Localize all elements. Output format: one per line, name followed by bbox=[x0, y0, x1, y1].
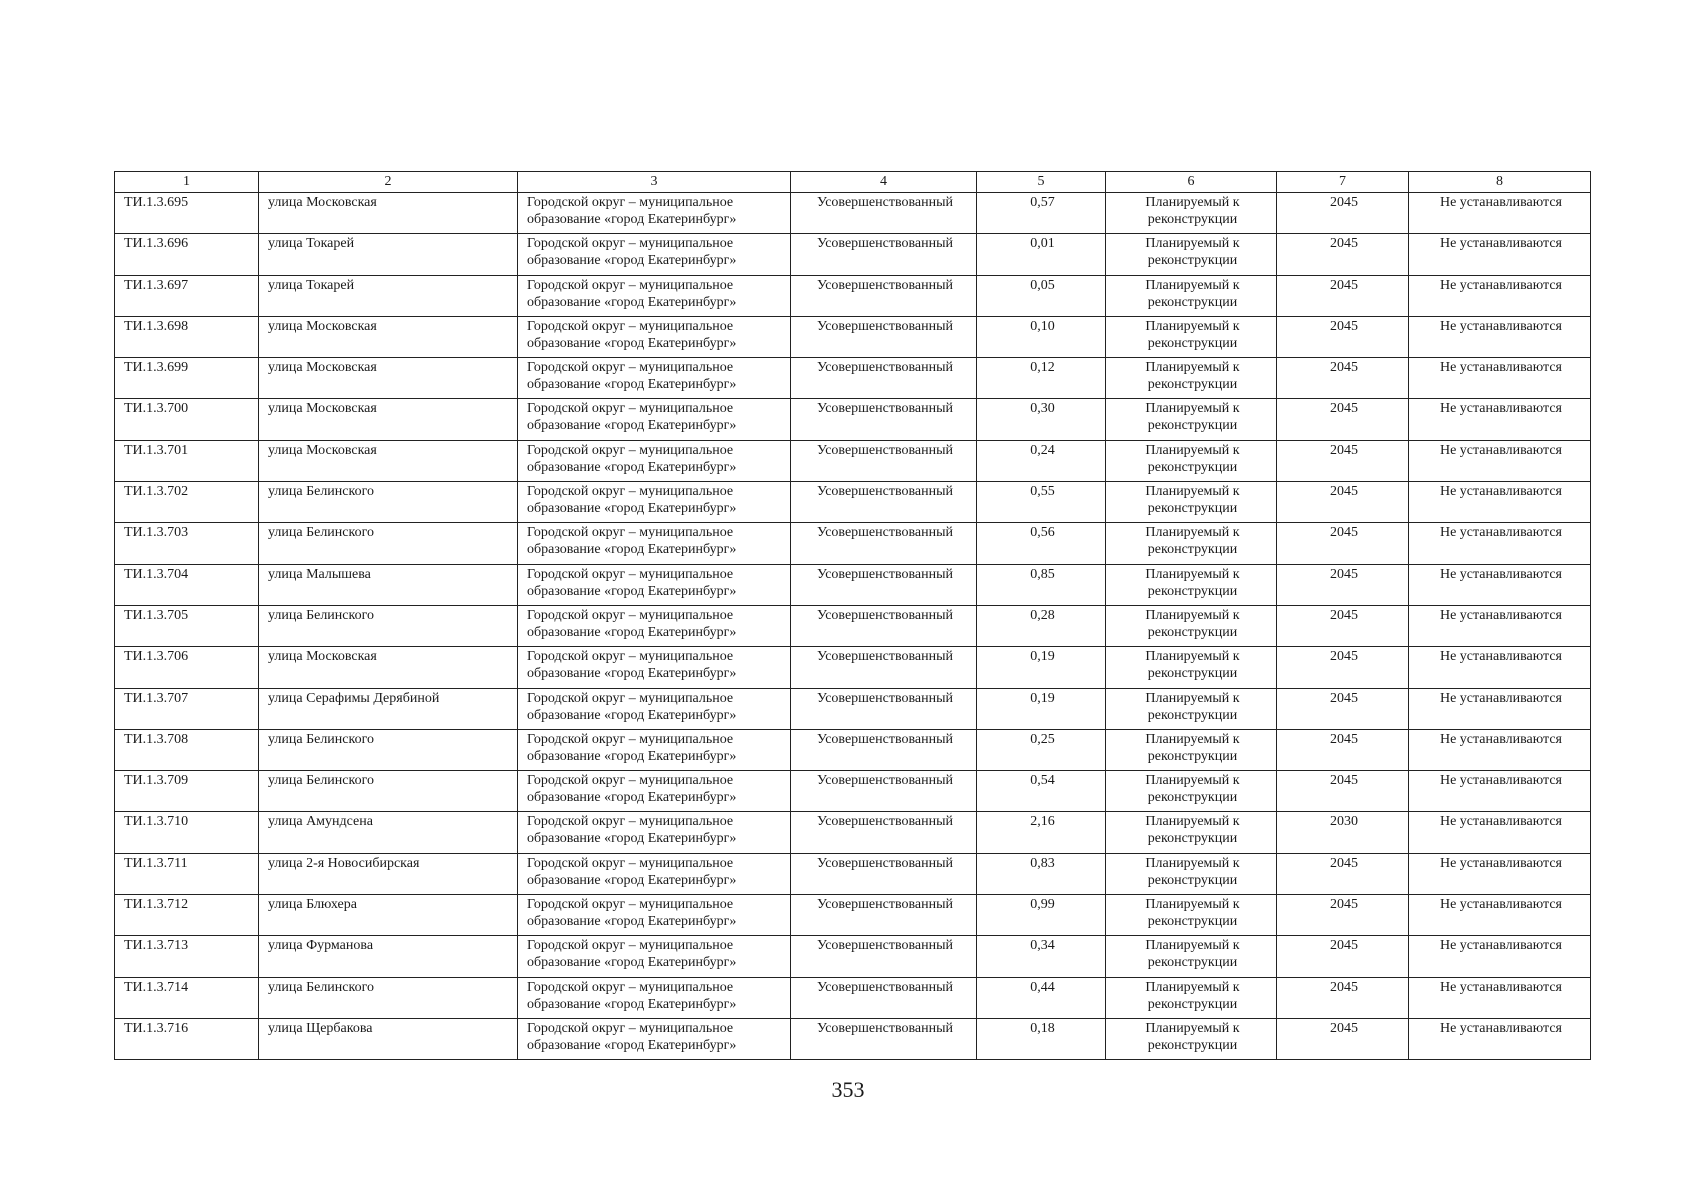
length-cell: 0,19 bbox=[977, 647, 1106, 688]
status-cell: Планируемый к реконструкции bbox=[1106, 977, 1277, 1018]
table-row bbox=[115, 729, 1591, 770]
municipality-cell: Городской округ – муниципальное образование «город Екатеринбург» bbox=[518, 193, 791, 234]
year-cell: 2045 bbox=[1277, 647, 1409, 688]
length-cell: 0,05 bbox=[977, 275, 1106, 316]
table-row bbox=[115, 812, 1591, 853]
object-id-cell: ТИ.1.3.708 bbox=[115, 729, 259, 770]
zone-cell: Не устанавливаются bbox=[1409, 688, 1591, 729]
surface-type-cell: Усовершенствованный bbox=[791, 234, 977, 275]
surface-type-cell: Усовершенствованный bbox=[791, 853, 977, 894]
street-name-cell: улица Московская bbox=[259, 440, 518, 481]
object-id-cell: ТИ.1.3.704 bbox=[115, 564, 259, 605]
year-cell: 2045 bbox=[1277, 1018, 1409, 1059]
object-id-cell: ТИ.1.3.697 bbox=[115, 275, 259, 316]
object-id-cell: ТИ.1.3.710 bbox=[115, 812, 259, 853]
header-row bbox=[115, 172, 1591, 193]
year-cell: 2030 bbox=[1277, 812, 1409, 853]
object-id-cell: ТИ.1.3.713 bbox=[115, 936, 259, 977]
municipality-cell: Городской округ – муниципальное образование «город Екатеринбург» bbox=[518, 234, 791, 275]
status-cell: Планируемый к реконструкции bbox=[1106, 729, 1277, 770]
street-name-cell: улица Московская bbox=[259, 647, 518, 688]
length-cell: 0,25 bbox=[977, 729, 1106, 770]
table-row bbox=[115, 853, 1591, 894]
status-cell: Планируемый к реконструкции bbox=[1106, 358, 1277, 399]
object-id-cell: ТИ.1.3.703 bbox=[115, 523, 259, 564]
table-row bbox=[115, 234, 1591, 275]
municipality-cell: Городской округ – муниципальное образование «город Екатеринбург» bbox=[518, 853, 791, 894]
table-row bbox=[115, 564, 1591, 605]
surface-type-cell: Усовершенствованный bbox=[791, 729, 977, 770]
year-cell: 2045 bbox=[1277, 729, 1409, 770]
municipality-cell: Городской округ – муниципальное образование «город Екатеринбург» bbox=[518, 688, 791, 729]
year-cell: 2045 bbox=[1277, 688, 1409, 729]
street-name-cell: улица Блюхера bbox=[259, 895, 518, 936]
year-cell: 2045 bbox=[1277, 358, 1409, 399]
zone-cell: Не устанавливаются bbox=[1409, 977, 1591, 1018]
street-name-cell: улица Серафимы Дерябиной bbox=[259, 688, 518, 729]
status-cell: Планируемый к реконструкции bbox=[1106, 771, 1277, 812]
column-header-8: 8 bbox=[1409, 172, 1591, 193]
table-row bbox=[115, 482, 1591, 523]
street-name-cell: улица Московская bbox=[259, 193, 518, 234]
zone-cell: Не устанавливаются bbox=[1409, 647, 1591, 688]
status-cell: Планируемый к реконструкции bbox=[1106, 523, 1277, 564]
year-cell: 2045 bbox=[1277, 605, 1409, 646]
table-row bbox=[115, 977, 1591, 1018]
zone-cell: Не устанавливаются bbox=[1409, 440, 1591, 481]
surface-type-cell: Усовершенствованный bbox=[791, 564, 977, 605]
surface-type-cell: Усовершенствованный bbox=[791, 482, 977, 523]
surface-type-cell: Усовершенствованный bbox=[791, 193, 977, 234]
object-id-cell: ТИ.1.3.696 bbox=[115, 234, 259, 275]
street-name-cell: улица Белинского bbox=[259, 523, 518, 564]
surface-type-cell: Усовершенствованный bbox=[791, 936, 977, 977]
status-cell: Планируемый к реконструкции bbox=[1106, 688, 1277, 729]
surface-type-cell: Усовершенствованный bbox=[791, 523, 977, 564]
year-cell: 2045 bbox=[1277, 853, 1409, 894]
year-cell: 2045 bbox=[1277, 316, 1409, 357]
table-row bbox=[115, 688, 1591, 729]
municipality-cell: Городской округ – муниципальное образование «город Екатеринбург» bbox=[518, 647, 791, 688]
length-cell: 0,54 bbox=[977, 771, 1106, 812]
status-cell: Планируемый к реконструкции bbox=[1106, 275, 1277, 316]
municipality-cell: Городской округ – муниципальное образование «город Екатеринбург» bbox=[518, 977, 791, 1018]
column-header-4: 4 bbox=[791, 172, 977, 193]
status-cell: Планируемый к реконструкции bbox=[1106, 605, 1277, 646]
street-name-cell: улица 2-я Новосибирская bbox=[259, 853, 518, 894]
street-name-cell: улица Московская bbox=[259, 358, 518, 399]
surface-type-cell: Усовершенствованный bbox=[791, 605, 977, 646]
surface-type-cell: Усовершенствованный bbox=[791, 812, 977, 853]
zone-cell: Не устанавливаются bbox=[1409, 895, 1591, 936]
infrastructure-table bbox=[114, 171, 1591, 1060]
municipality-cell: Городской округ – муниципальное образование «город Екатеринбург» bbox=[518, 564, 791, 605]
street-name-cell: улица Белинского bbox=[259, 482, 518, 523]
object-id-cell: ТИ.1.3.707 bbox=[115, 688, 259, 729]
table-row bbox=[115, 647, 1591, 688]
length-cell: 2,16 bbox=[977, 812, 1106, 853]
object-id-cell: ТИ.1.3.699 bbox=[115, 358, 259, 399]
street-name-cell: улица Белинского bbox=[259, 977, 518, 1018]
municipality-cell: Городской округ – муниципальное образование «город Екатеринбург» bbox=[518, 895, 791, 936]
street-name-cell: улица Белинского bbox=[259, 771, 518, 812]
municipality-cell: Городской округ – муниципальное образование «город Екатеринбург» bbox=[518, 482, 791, 523]
object-id-cell: ТИ.1.3.709 bbox=[115, 771, 259, 812]
length-cell: 0,12 bbox=[977, 358, 1106, 399]
street-name-cell: улица Фурманова bbox=[259, 936, 518, 977]
object-id-cell: ТИ.1.3.711 bbox=[115, 853, 259, 894]
column-header-1: 1 bbox=[115, 172, 259, 193]
municipality-cell: Городской округ – муниципальное образование «город Екатеринбург» bbox=[518, 358, 791, 399]
surface-type-cell: Усовершенствованный bbox=[791, 647, 977, 688]
surface-type-cell: Усовершенствованный bbox=[791, 1018, 977, 1059]
year-cell: 2045 bbox=[1277, 564, 1409, 605]
table-row bbox=[115, 1018, 1591, 1059]
length-cell: 0,19 bbox=[977, 688, 1106, 729]
surface-type-cell: Усовершенствованный bbox=[791, 358, 977, 399]
zone-cell: Не устанавливаются bbox=[1409, 771, 1591, 812]
year-cell: 2045 bbox=[1277, 399, 1409, 440]
page-number: 353 bbox=[831, 1077, 865, 1102]
zone-cell: Не устанавливаются bbox=[1409, 234, 1591, 275]
table-row bbox=[115, 399, 1591, 440]
status-cell: Планируемый к реконструкции bbox=[1106, 193, 1277, 234]
table-row bbox=[115, 440, 1591, 481]
status-cell: Планируемый к реконструкции bbox=[1106, 647, 1277, 688]
municipality-cell: Городской округ – муниципальное образование «город Екатеринбург» bbox=[518, 399, 791, 440]
length-cell: 0,30 bbox=[977, 399, 1106, 440]
status-cell: Планируемый к реконструкции bbox=[1106, 853, 1277, 894]
zone-cell: Не устанавливаются bbox=[1409, 1018, 1591, 1059]
municipality-cell: Городской округ – муниципальное образование «город Екатеринбург» bbox=[518, 1018, 791, 1059]
year-cell: 2045 bbox=[1277, 234, 1409, 275]
year-cell: 2045 bbox=[1277, 193, 1409, 234]
municipality-cell: Городской округ – муниципальное образование «город Екатеринбург» bbox=[518, 729, 791, 770]
zone-cell: Не устанавливаются bbox=[1409, 729, 1591, 770]
length-cell: 0,34 bbox=[977, 936, 1106, 977]
municipality-cell: Городской округ – муниципальное образование «город Екатеринбург» bbox=[518, 523, 791, 564]
status-cell: Планируемый к реконструкции bbox=[1106, 564, 1277, 605]
table-row bbox=[115, 358, 1591, 399]
object-id-cell: ТИ.1.3.698 bbox=[115, 316, 259, 357]
status-cell: Планируемый к реконструкции bbox=[1106, 316, 1277, 357]
length-cell: 0,01 bbox=[977, 234, 1106, 275]
street-name-cell: улица Белинского bbox=[259, 605, 518, 646]
surface-type-cell: Усовершенствованный bbox=[791, 275, 977, 316]
zone-cell: Не устанавливаются bbox=[1409, 399, 1591, 440]
street-name-cell: улица Щербакова bbox=[259, 1018, 518, 1059]
length-cell: 0,44 bbox=[977, 977, 1106, 1018]
length-cell: 0,56 bbox=[977, 523, 1106, 564]
table-row bbox=[115, 936, 1591, 977]
status-cell: Планируемый к реконструкции bbox=[1106, 399, 1277, 440]
surface-type-cell: Усовершенствованный bbox=[791, 977, 977, 1018]
object-id-cell: ТИ.1.3.695 bbox=[115, 193, 259, 234]
municipality-cell: Городской округ – муниципальное образование «город Екатеринбург» bbox=[518, 936, 791, 977]
column-header-2: 2 bbox=[259, 172, 518, 193]
zone-cell: Не устанавливаются bbox=[1409, 812, 1591, 853]
column-header-3: 3 bbox=[518, 172, 791, 193]
table-body bbox=[115, 193, 1591, 1060]
table-row bbox=[115, 193, 1591, 234]
object-id-cell: ТИ.1.3.700 bbox=[115, 399, 259, 440]
zone-cell: Не устанавливаются bbox=[1409, 193, 1591, 234]
table-row bbox=[115, 771, 1591, 812]
column-header-6: 6 bbox=[1106, 172, 1277, 193]
table-row bbox=[115, 895, 1591, 936]
table-row bbox=[115, 605, 1591, 646]
length-cell: 0,24 bbox=[977, 440, 1106, 481]
municipality-cell: Городской округ – муниципальное образование «город Екатеринбург» bbox=[518, 316, 791, 357]
year-cell: 2045 bbox=[1277, 895, 1409, 936]
object-id-cell: ТИ.1.3.701 bbox=[115, 440, 259, 481]
length-cell: 0,85 bbox=[977, 564, 1106, 605]
length-cell: 0,57 bbox=[977, 193, 1106, 234]
object-id-cell: ТИ.1.3.712 bbox=[115, 895, 259, 936]
zone-cell: Не устанавливаются bbox=[1409, 564, 1591, 605]
street-name-cell: улица Белинского bbox=[259, 729, 518, 770]
status-cell: Планируемый к реконструкции bbox=[1106, 440, 1277, 481]
length-cell: 0,55 bbox=[977, 482, 1106, 523]
table-row bbox=[115, 316, 1591, 357]
municipality-cell: Городской округ – муниципальное образование «город Екатеринбург» bbox=[518, 275, 791, 316]
municipality-cell: Городской округ – муниципальное образование «город Екатеринбург» bbox=[518, 771, 791, 812]
zone-cell: Не устанавливаются bbox=[1409, 523, 1591, 564]
surface-type-cell: Усовершенствованный bbox=[791, 316, 977, 357]
object-id-cell: ТИ.1.3.705 bbox=[115, 605, 259, 646]
year-cell: 2045 bbox=[1277, 440, 1409, 481]
zone-cell: Не устанавливаются bbox=[1409, 482, 1591, 523]
length-cell: 0,83 bbox=[977, 853, 1106, 894]
year-cell: 2045 bbox=[1277, 275, 1409, 316]
length-cell: 0,18 bbox=[977, 1018, 1106, 1059]
street-name-cell: улица Малышева bbox=[259, 564, 518, 605]
zone-cell: Не устанавливаются bbox=[1409, 853, 1591, 894]
zone-cell: Не устанавливаются bbox=[1409, 358, 1591, 399]
status-cell: Планируемый к реконструкции bbox=[1106, 1018, 1277, 1059]
zone-cell: Не устанавливаются bbox=[1409, 605, 1591, 646]
object-id-cell: ТИ.1.3.716 bbox=[115, 1018, 259, 1059]
surface-type-cell: Усовершенствованный bbox=[791, 399, 977, 440]
municipality-cell: Городской округ – муниципальное образование «город Екатеринбург» bbox=[518, 440, 791, 481]
street-name-cell: улица Московская bbox=[259, 316, 518, 357]
surface-type-cell: Усовершенствованный bbox=[791, 771, 977, 812]
zone-cell: Не устанавливаются bbox=[1409, 936, 1591, 977]
zone-cell: Не устанавливаются bbox=[1409, 316, 1591, 357]
status-cell: Планируемый к реконструкции bbox=[1106, 482, 1277, 523]
street-name-cell: улица Токарей bbox=[259, 234, 518, 275]
year-cell: 2045 bbox=[1277, 936, 1409, 977]
table-row bbox=[115, 275, 1591, 316]
year-cell: 2045 bbox=[1277, 771, 1409, 812]
surface-type-cell: Усовершенствованный bbox=[791, 895, 977, 936]
year-cell: 2045 bbox=[1277, 523, 1409, 564]
status-cell: Планируемый к реконструкции bbox=[1106, 936, 1277, 977]
street-name-cell: улица Московская bbox=[259, 399, 518, 440]
length-cell: 0,28 bbox=[977, 605, 1106, 646]
street-name-cell: улица Токарей bbox=[259, 275, 518, 316]
municipality-cell: Городской округ – муниципальное образование «город Екатеринбург» bbox=[518, 812, 791, 853]
status-cell: Планируемый к реконструкции bbox=[1106, 895, 1277, 936]
year-cell: 2045 bbox=[1277, 977, 1409, 1018]
object-id-cell: ТИ.1.3.714 bbox=[115, 977, 259, 1018]
table-row bbox=[115, 523, 1591, 564]
zone-cell: Не устанавливаются bbox=[1409, 275, 1591, 316]
year-cell: 2045 bbox=[1277, 482, 1409, 523]
status-cell: Планируемый к реконструкции bbox=[1106, 234, 1277, 275]
column-header-5: 5 bbox=[977, 172, 1106, 193]
column-header-7: 7 bbox=[1277, 172, 1409, 193]
street-name-cell: улица Амундсена bbox=[259, 812, 518, 853]
status-cell: Планируемый к реконструкции bbox=[1106, 812, 1277, 853]
length-cell: 0,10 bbox=[977, 316, 1106, 357]
object-id-cell: ТИ.1.3.706 bbox=[115, 647, 259, 688]
object-id-cell: ТИ.1.3.702 bbox=[115, 482, 259, 523]
municipality-cell: Городской округ – муниципальное образование «город Екатеринбург» bbox=[518, 605, 791, 646]
surface-type-cell: Усовершенствованный bbox=[791, 440, 977, 481]
surface-type-cell: Усовершенствованный bbox=[791, 688, 977, 729]
length-cell: 0,99 bbox=[977, 895, 1106, 936]
